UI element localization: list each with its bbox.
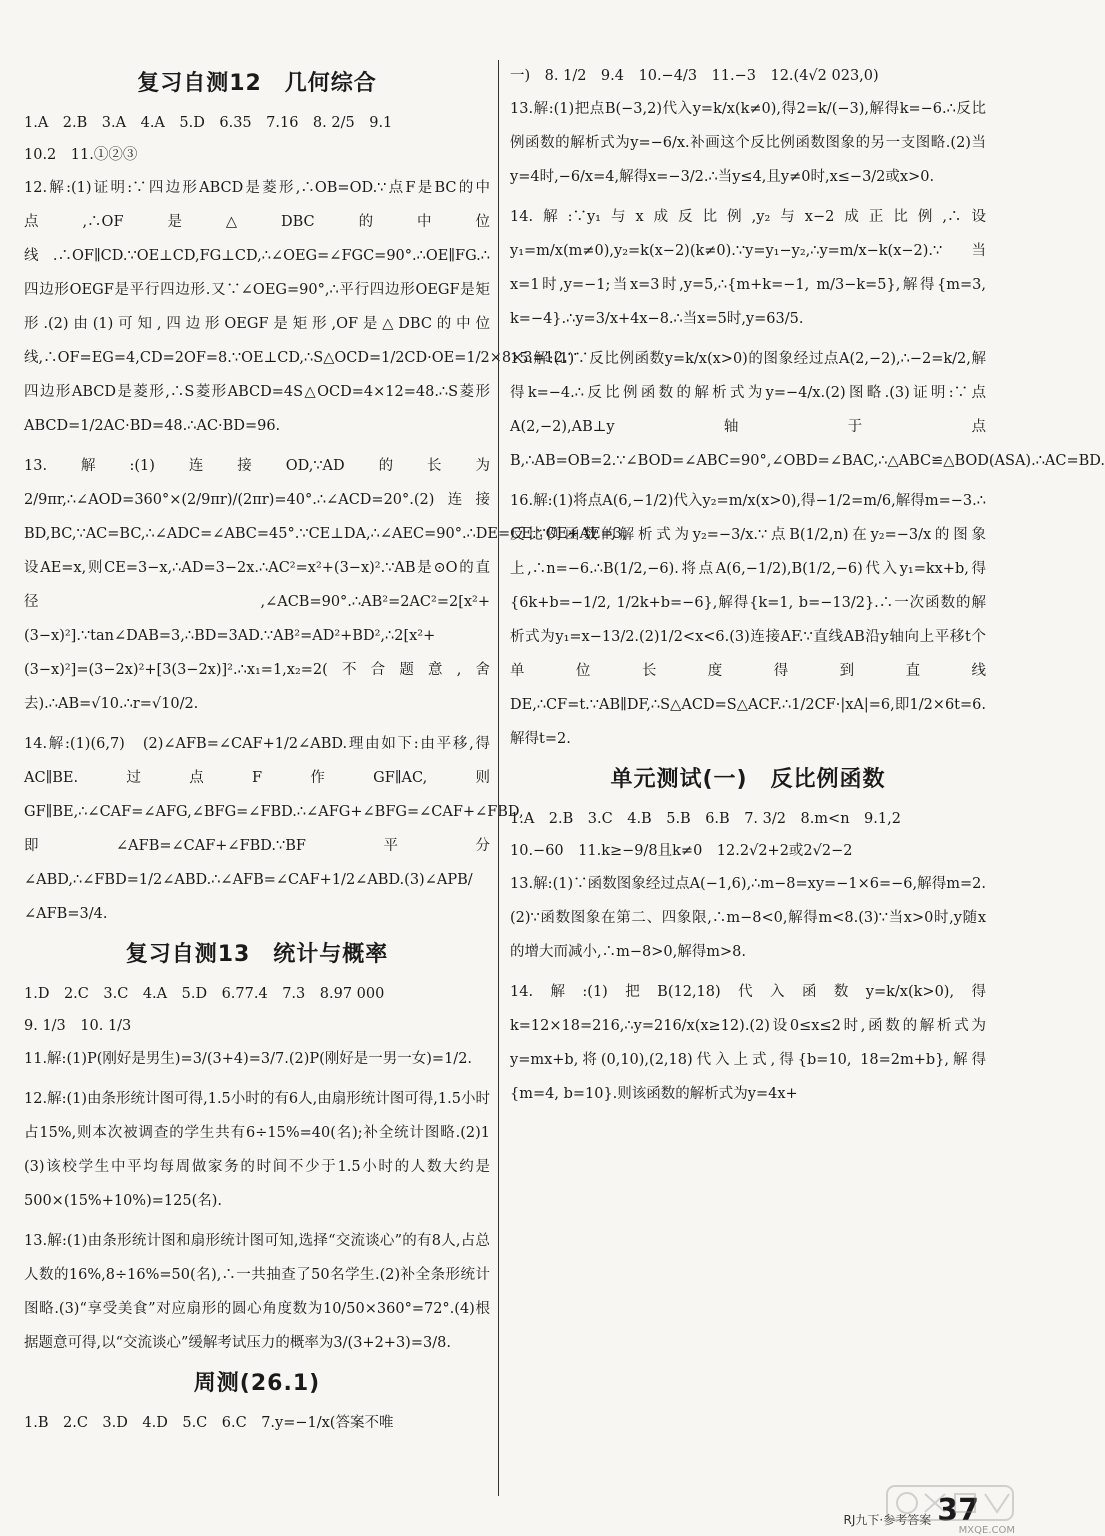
right-column [510, 60, 1105, 1500]
answer-line: 10.−60 11.k≥−9/8且k≠0 12.2√2+2或2√2−2 [510, 843, 853, 859]
answer-line: 9. 1/3 10. 1/3 [24, 1018, 132, 1034]
solution-paragraph: 14.解:∵y₁与x成反比例,y₂与x−2成正比例,∴设y₁=m/x(m≠0),y₂=k(x−2)(k≠0).∵y=y₁−y₂,∴y=m/x−k(x−2).∵当x=1时,y=−1;当x=3时,y=5,∴{m+k=−1, m/3−k=5},解得{m=3, k=−4}.∴y=3/x+4x−8.∴当x=5时,y=63/5. [510, 209, 986, 327]
section-title-weekly-test: 周测(26.1) [193, 1371, 321, 1396]
answer-line: 1.A 2.B 3.A 4.A 5.D 6.35 7.16 8. 2/5 9.1 [24, 115, 393, 131]
solution-paragraph: 12.解:(1)由条形统计图可得,1.5小时的有6人,由扇形统计图可得,1.5小时占15%,则本次被调查的学生共有6÷15%=40(名);补全统计图略.(2)1 (3)该校学生中平均每周做家务的时间不少于1.5小时的人数大约是500×(15%+10%)=125(名). [24, 1091, 505, 1209]
answer-line: 一) 8. 1/2 9.4 10.−4/3 11.−3 12.(4√2 023,0) [510, 68, 879, 84]
solution-paragraph: 15.解:(1)∵反比例函数y=k/x(x>0)的图象经过点A(2,−2),∴−2=k/2,解得k=−4.∴反比例函数的解析式为y=−4/x.(2)图略.(3)证明:∵点A(2,−2),AB⊥y轴于点B,∴AB=OB=2.∵∠BOD=∠ABC=90°,∠OBD=∠BAC,∴△ABC≌△BOD(ASA).∴AC=BD. [510, 351, 1105, 469]
solution-paragraph: 16.解:(1)将点A(6,−1/2)代入y₂=m/x(x>0),得−1/2=m/6,解得m=−3.∴反比例函数的解析式为y₂=−3/x.∵点B(1/2,n)在y₂=−3/x的图象上,∴n=−6.∴B(1/2,−6).将点A(6,−1/2),B(1/2,−6)代入y₁=kx+b,得{6k+b=−1/2, 1/2k+b=−6},解得{k=1, b=−13/2}.∴一次函数的解析式为y₁=x−13/2.(2)1/2<x<6.(3)连接AF.∵直线AB沿y轴向上平移t个单位长度得到直线DE,∴CF=t.∵AB∥DF,∴S△ACD=S△ACF.∴1/2CF·|xA|=6,即1/2×6t=6.解得t=2. [510, 493, 986, 747]
solution-paragraph: 12.解:(1)证明:∵四边形ABCD是菱形,∴OB=OD.∵点F是BC的中点,∴OF是△DBC的中位线.∴OF∥CD.∵OE⊥CD,FG⊥CD,∴∠OEG=∠FGC=90°.∴OE∥FG.∴四边形OEGF是平行四边形.又∵∠OEG=90°,∴平行四边形OEGF是矩形.(2)由(1)可知,四边形OEGF是矩形,OF是△DBC的中位线,∴OF=EG=4,CD=2OF=8.∵OE⊥CD,∴S△OCD=1/2CD·OE=1/2×8×3=12.∵四边形ABCD是菱形,∴S菱形ABCD=4S△OCD=4×12=48.∴S菱形ABCD=1/2AC·BD=48.∴AC·BD=96. [24, 180, 577, 434]
column-divider [498, 60, 499, 1496]
answer-line: 10.2 11.①②③ [24, 147, 138, 163]
solution-paragraph: 13.解:(1)由条形统计图和扇形统计图可知,选择“交流谈心”的有8人,占总人数的16%,8÷16%=50(名),∴一共抽查了50名学生.(2)补全条形统计图略.(3)“享受美食”对应扇形的圆心角度数为10/50×360°=72°.(4)根据题意可得,以“交流谈心”缓解考试压力的概率为3/(3+2+3)=3/8. [24, 1233, 490, 1351]
page-number: 37 [937, 1493, 979, 1528]
footer-label: RJ九下·参考答案 [843, 1513, 932, 1527]
section-title-review-13: 复习自测13 统计与概率 [125, 942, 389, 967]
left-column [24, 60, 627, 1500]
watermark-text: MXQE.COM [958, 1525, 1015, 1536]
solution-paragraph: 13.解:(1)连接OD,∵AD的长为2/9πr,∴∠AOD=360°×(2/9πr)/(2πr)=40°.∴∠ACD=20°.(2)连接BD,BC,∵AC=BC,∴∠ADC=∠ABC=45°.∵CE⊥DA,∴∠AEC=90°.∴DE=CE.∵CE+AE=3,设AE=x,则CE=3−x,∴AD=3−2x.∴AC²=x²+(3−x)².∵AB是⊙O的直径,∠ACB=90°.∴AB²=2AC²=2[x²+(3−x)²].∵tan∠DAB=3,∴BD=3AD.∵AB²=AD²+BD²,∴2[x²+(3−x)²]=(3−2x)²+[3(3−2x)]².∴x₁=1,x₂=2(不合题意,舍去).∴AB=√10.∴r=√10/2. [24, 458, 627, 712]
answer-line: 1.B 2.C 3.D 4.D 5.C 6.C 7.y=−1/x(答案不唯 [24, 1415, 394, 1431]
watermark-logo-icon [885, 1482, 1015, 1526]
answer-line: 1.D 2.C 3.C 4.A 5.D 6.77.4 7.3 8.97 000 [24, 986, 385, 1002]
answer-line: 1.A 2.B 3.C 4.B 5.B 6.B 7. 3/2 8.m<n 9.1,2 [510, 811, 901, 827]
solution-paragraph: 14.解:(1)(6,7) (2)∠AFB=∠CAF+1/2∠ABD.理由如下:由平移,得AC∥BE.过点F作GF∥AC,则GF∥BE,∴∠CAF=∠AFG,∠BFG=∠FBD.∴∠AFG+∠BFG=∠CAF+∠FBD,即∠AFB=∠CAF+∠FBD.∵BF平分∠ABD,∴∠FBD=1/2∠ABD.∴∠AFB=∠CAF+1/2∠ABD.(3)∠APB/∠AFB=3/4. [24, 736, 524, 922]
section-title-review-12: 复习自测12 几何综合 [137, 71, 377, 96]
section-title-unit-test-1: 单元测试(一) 反比例函数 [610, 767, 886, 792]
solution-paragraph: 11.解:(1)P(刚好是男生)=3/(3+4)=3/7.(2)P(刚好是一男一女)=1/2. [24, 1051, 473, 1067]
solution-paragraph: 13.解:(1)∵函数图象经过点A(−1,6),∴m−8=xy=−1×6=−6,解得m=2.(2)∵函数图象在第二、四象限,∴m−8<0,解得m<8.(3)∵当x>0时,y随x的增大而减小,∴m−8>0,解得m>8. [510, 876, 986, 960]
solution-paragraph: 13.解:(1)把点B(−3,2)代入y=k/x(k≠0),得2=k/(−3),解得k=−6.∴反比例函数的解析式为y=−6/x.补画这个反比例函数图象的另一支图略.(2)当y=4时,−6/x=4,解得x=−3/2.∴当y≤4,且y≠0时,x≤−3/2或x>0. [510, 101, 986, 185]
solution-paragraph: 14.解:(1)把B(12,18)代入函数y=k/x(k>0),得k=12×18=216,∴y=216/x(x≥12).(2)设0≤x≤2时,函数的解析式为y=mx+b,将(0,10),(2,18)代入上式,得{b=10, 18=2m+b},解得{m=4, b=10}.则该函数的解析式为y=4x+ [510, 984, 986, 1102]
